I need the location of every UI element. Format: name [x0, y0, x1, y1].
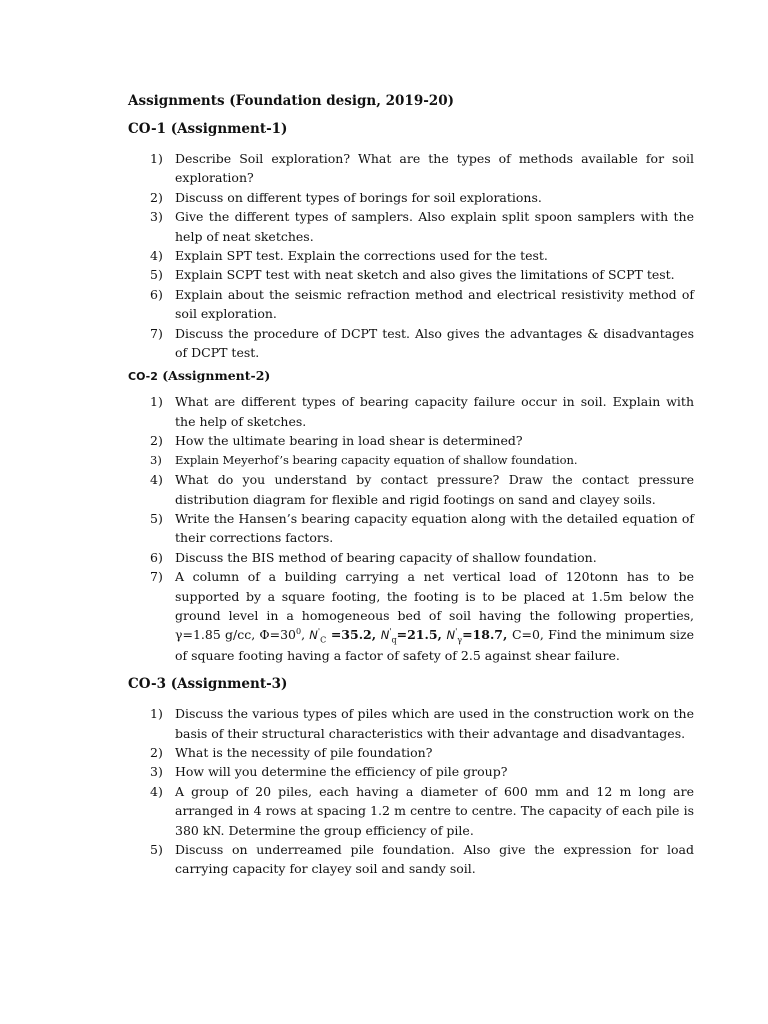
list-item: 2) How the ultimate bearing in load shear is determined? [150, 433, 523, 449]
list-item: 3) Give the different types of samplers. Also explain split spoon samplers with the help of neat sketches. [150, 209, 694, 244]
list-item: 5) Explain SCPT test with neat sketch and also gives the limitations of SCPT test. [150, 267, 675, 283]
question-list-co2 [128, 392, 694, 665]
question-list-co3 [128, 704, 694, 879]
nc-subscript: C [320, 635, 327, 645]
list-item: 4) Explain SPT test. Explain the corrections used for the test. [150, 248, 548, 264]
list-item: 4) What do you understand by contact pressure? Draw the contact pressure distribution diagram for flexible and rigid footings on sand and clayey soils. [150, 472, 694, 507]
list-item: 1) What are different types of bearing capacity failure occur in soil. Explain with the help of sketches. [150, 394, 694, 429]
list-item: 5) Discuss on underreamed pile foundation. Also give the expression for load carrying capacity for clayey soil and sandy soil. [150, 842, 694, 877]
list-item: 6) Explain about the seismic refraction method and electrical resistivity method of soil exploration. [150, 286, 694, 322]
section-heading-co2 [128, 366, 694, 386]
list-item: 1) Describe Soil exploration? What are the types of methods available for soil exploration? [150, 151, 694, 186]
list-item: 7) Discuss the procedure of DCPT test. Also gives the advantages & disadvantages of DCPT test. [150, 325, 694, 361]
list-item: 3) How will you determine the efficiency of pile group? [150, 764, 508, 780]
list-item: 3) Explain Meyerhof’s bearing capacity equation of shallow foundation. [150, 452, 578, 467]
list-item: 7) A column of a building carrying a net vertical load of 120tonn has to be supported by a square footing, the footing is to be placed at 1.5m below the ground level in a homogeneous bed of soil having the following properties, γ=1.85 g/cc, $\Phi=30^0$, $N'_C =35.2$, $N'_q=21.5$, $N'_\gamma=18.7$, C=0, Find the minimum size of square footing having a factor of safety of 2.5 against shear failure. [150, 569, 694, 663]
section-heading-co2-prefix: CO-2 [128, 370, 158, 384]
nq-symbol: N [380, 628, 390, 643]
section-heading-co3: CO-3 (Assignment-3) [128, 676, 288, 693]
list-item: 1) Discuss the various types of piles which are used in the construction work on the basis of their structural characteristics with their advantage and disadvantages. [150, 706, 694, 741]
list-item: 2) Discuss on different types of borings for soil explorations. [150, 189, 542, 205]
list-item: 4) A group of 20 piles, each having a diameter of 600 mm and 12 m long are arranged in 4 rows at spacing 1.2 m centre to centre. The capacity of each pile is 380 kN. Determine the group efficiency of pile. [150, 783, 694, 838]
document-page [128, 92, 694, 883]
section-heading-co2-rest: (Assignment-2) [157, 368, 271, 384]
list-item: 5) Write the Hansen’s bearing capacity equation along with the detailed equation of their corrections factors. [150, 510, 694, 546]
question-list-co1 [128, 149, 694, 362]
section-heading-co1: CO-1 (Assignment-1) [128, 121, 288, 137]
nq-subscript: q [391, 635, 397, 645]
list-item: 6) Discuss the BIS method of bearing capacity of shallow foundation. [150, 549, 597, 565]
ngamma-subscript: γ [457, 635, 463, 645]
list-item: 2) What is the necessity of pile foundation? [150, 744, 433, 760]
nc-symbol: N [309, 628, 318, 643]
degree-superscript: 0 [296, 627, 302, 637]
ngamma-symbol: N [446, 628, 456, 643]
document-title: Assignments (Foundation design, 2019-20) [128, 93, 454, 109]
